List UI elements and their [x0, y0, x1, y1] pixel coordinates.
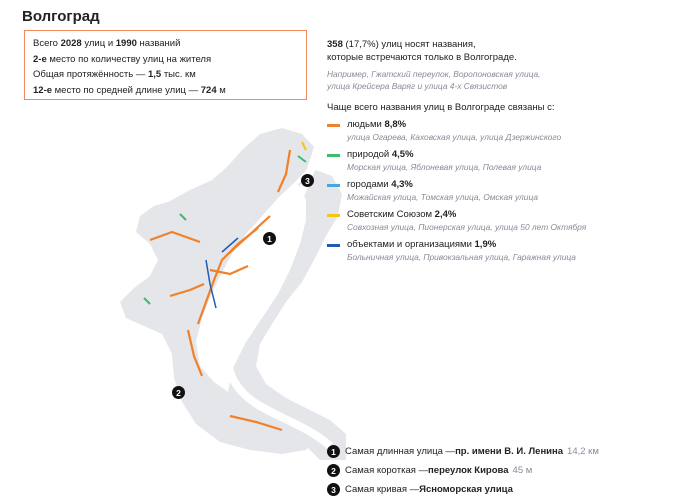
category-swatch: [327, 154, 340, 157]
record-number-badge: 3: [327, 483, 340, 496]
category-item: городами 4,3% Можайская улица, Томская улица, Омская улица: [327, 179, 677, 203]
category-item: природой 4,5% Морская улица, Яблоневая улица, Полевая улица: [327, 149, 677, 173]
map-marker-2[interactable]: 2: [172, 386, 185, 399]
records-list: [327, 442, 599, 499]
record-shortest: 2 Самая короткая — переулок Кирова 45 м: [327, 461, 599, 480]
category-item: Советским Союзом 2,4% Совхозная улица, Пионерская улица, улица 50 лет Октября: [327, 209, 677, 233]
map-marker-3[interactable]: 3: [301, 174, 314, 187]
record-longest: 1 Самая длинная улица — пр. имени В. И. Ленина 14,2 км: [327, 442, 599, 461]
category-swatch: [327, 214, 340, 217]
category-swatch: [327, 184, 340, 187]
stat-avg-length: 12-е место по средней длине улиц — 724 м: [33, 84, 226, 96]
stat-length: Общая протяжённость — 1,5 тыс. км: [33, 69, 196, 80]
categories-list: [327, 119, 677, 263]
stat-rank-per-capita: 2-е место по количеству улиц на жителя: [33, 53, 212, 65]
stats-box: [24, 30, 307, 100]
category-swatch: [327, 124, 340, 127]
info-panel: [327, 38, 677, 263]
city-map: [110, 120, 350, 460]
unique-examples: Например, Гжатский переулок, Воропоновская улица, улица Крейсера Варяг и улица 4-х Связистов: [327, 69, 541, 91]
categories-title: Чаще всего названия улиц в Волгограде связаны с:: [327, 102, 555, 113]
map-marker-1[interactable]: 1: [263, 232, 276, 245]
category-item: объектами и организациями 1,9% Больничная улица, Привокзальная улица, Гаражная улица: [327, 239, 677, 263]
stat-total: Всего 2028 улиц и 1990 названий: [33, 38, 181, 49]
record-number-badge: 1: [327, 445, 340, 458]
record-number-badge: 2: [327, 464, 340, 477]
category-item: людьми 8,8% улица Огарева, Каховская улица, улица Дзержинского: [327, 119, 677, 143]
unique-names-block: 358 (17,7%) улиц носят названия, которые встречаются только в Волгограде. Например, Гжатский переулок, Воропоновская улица, улица Крейсера Варяг и улица 4-х Связистов: [327, 38, 677, 92]
record-curviest: 3 Самая кривая — Ясноморская улица: [327, 480, 599, 499]
page-title: Волгоград: [22, 8, 100, 25]
category-swatch: [327, 244, 340, 247]
